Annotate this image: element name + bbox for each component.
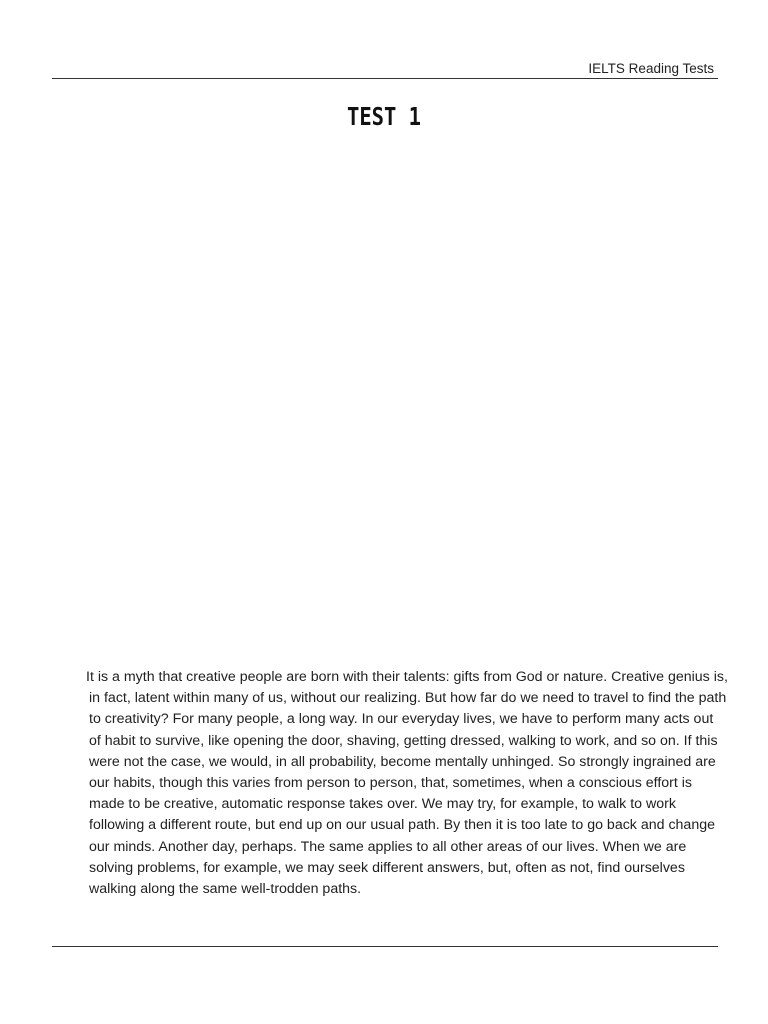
passage-line: of habit to survive, like opening the door, shaving, getting dressed, walking to work, and so on. If this	[89, 732, 718, 749]
passage-line: our habits, though this varies from person to person, that, sometimes, when a conscious effort is	[89, 775, 693, 792]
passage-line: made to be creative, automatic response takes over. We may try, for example, to walk to work	[89, 796, 676, 813]
passage-paragraph	[86, 667, 726, 900]
passage-line: were not the case, we would, in all probability, become mentally unhinged. So strongly ingrained are	[89, 753, 716, 770]
header-rule	[52, 78, 718, 79]
running-header: IELTS Reading Tests	[588, 61, 714, 76]
footer-rule	[52, 946, 718, 947]
passage-line: in fact, latent within many of us, without our realizing. But how far do we need to travel to find the path	[89, 690, 727, 707]
passage-line: solving problems, for example, we may seek different answers, but, often as not, find ourselves	[89, 859, 685, 876]
page-title: TEST 1	[346, 102, 422, 131]
passage-line: to creativity? For many people, a long way. In our everyday lives, we have to perform many acts out	[89, 711, 714, 728]
passage-line: following a different route, but end up on our usual path. By then it is too late to go back and change	[89, 817, 715, 834]
passage-line: It is a myth that creative people are born with their talents: gifts from God or nature. Creative genius is,	[86, 669, 728, 685]
passage-line: our minds. Another day, perhaps. The same applies to all other areas of our lives. When we are	[89, 838, 687, 855]
passage-line: walking along the same well-trodden paths.	[89, 881, 362, 898]
